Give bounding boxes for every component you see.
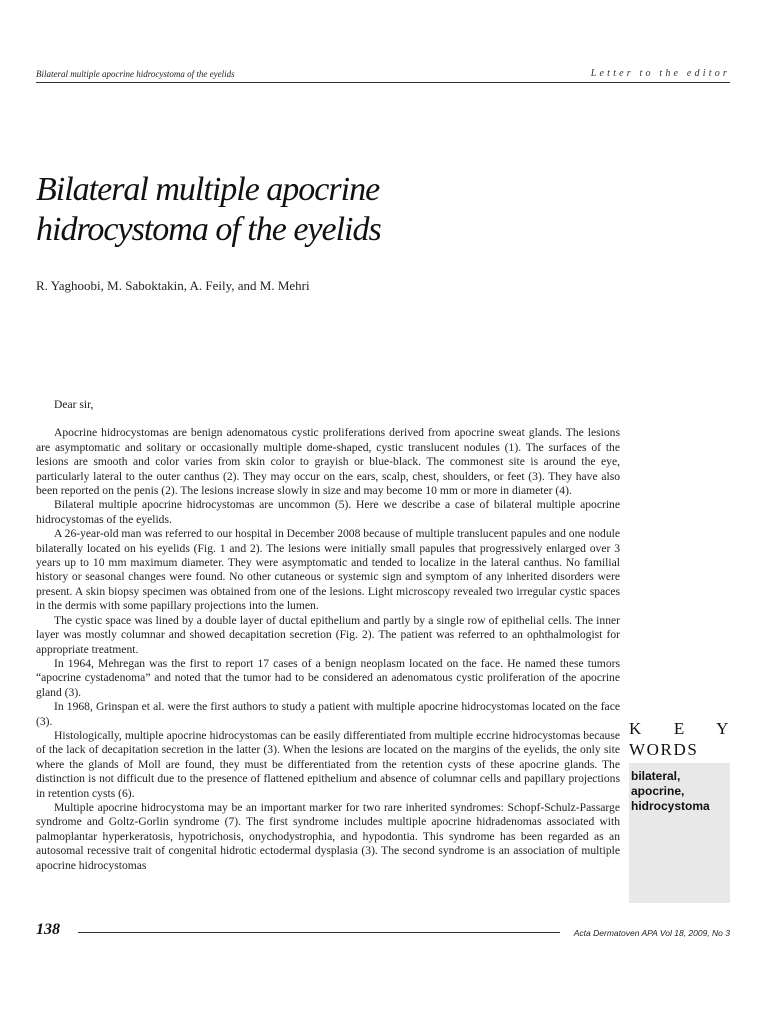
- title-line-1: Bilateral multiple apocrine: [36, 171, 380, 208]
- paragraph: In 1968, Grinspan et al. were the first authors to study a patient with multiple apocrine hidrocystomas located on the face (3).: [36, 700, 620, 728]
- keywords-title-line-2: WORDS: [629, 740, 699, 759]
- section-label: Letter to the editor: [590, 68, 730, 79]
- paragraph: In 1964, Mehregan was the first to report 17 cases of a benign neoplasm located on the face. He named these tumors “apocrine cystadenoma” and noted that the tumor had to be considered an adenomatous cystic proliferation of the apocrine gland (3).: [36, 656, 620, 699]
- keywords-title-line-1: K E Y: [629, 719, 730, 738]
- title-line-2: hidrocystoma of the eyelids: [36, 211, 381, 248]
- article-title: [36, 170, 596, 250]
- keyword-item: apocrine,: [631, 784, 685, 798]
- paragraph: The cystic space was lined by a double layer of ductal epithelium and partly by a single row of epithelial cells. The inner layer was mostly columnar and showed decapitation secretion (Fig. 2). The patient was referred to an ophthalmologist for appropriate treatment.: [36, 613, 620, 656]
- salutation: Dear sir,: [54, 398, 94, 411]
- paragraph: Multiple apocrine hidrocystoma may be an important marker for two rare inherited syndromes: Schopf-Schulz-Passarge syndrome and Goltz-Gorlin syndrome (7). The first syndrome includes multiple apocrine hidradenomas associated with palmoplantar hyperkeratosis, hypotrichosis, onychodystrophia, and hypodontia. This syndrome has been regarded as an autosomal recessive trait of congenital hidrotic ectodermal dysplasia (3). The second syndrome is an association of multiple apocrine hidrocystomas: [36, 800, 620, 872]
- authors: R. Yaghoobi, M. Saboktakin, A. Feily, and M. Mehri: [36, 278, 310, 293]
- header-rule: [36, 82, 730, 83]
- footer-rule: [78, 932, 560, 933]
- keyword-item: bilateral,: [631, 769, 681, 783]
- article-body: [36, 398, 620, 873]
- paragraph: A 26-year-old man was referred to our hospital in December 2008 because of multiple translucent papules and one nodule bilaterally located on his eyelids (Fig. 1 and 2). The lesions were initially small papules that progressively enlarged over 3 years up to 10 mm maximum diameter. They were asymptomatic and tended to localize in the lateral canthus. No familial history or seasonal changes were found. No other cutaneous or systemic sign and symptom of any inherited disorders were present. A skin biopsy specimen was obtained from one of the lesions. Light microscopy revealed two irregular cystic spaces in the dermis with some papillary projections into the lumen.: [36, 527, 620, 613]
- page-number: 138: [36, 921, 60, 938]
- journal-reference: Acta Dermatoven APA Vol 18, 2009, No 3: [573, 928, 730, 938]
- paragraph: Bilateral multiple apocrine hidrocystomas are uncommon (5). Here we describe a case of bilateral multiple apocrine hidrocystomas of the eyelids.: [36, 498, 620, 526]
- keywords-panel: [629, 718, 730, 903]
- running-title: Bilateral multiple apocrine hidrocystoma of the eyelids: [36, 69, 235, 79]
- keywords-box: [629, 763, 730, 903]
- keywords-title: [629, 718, 730, 760]
- paragraph: Apocrine hidrocystomas are benign adenomatous cystic proliferations derived from apocrine sweat glands. The lesions are asymptomatic and solitary or occasionally multiple dome-shaped, cystic translucent nodules (1). The surfaces of the lesions are smooth and color varies from skin color to grayish or blue-black. The commonest site is around the eye, particularly lateral to the outer canthus (2). They may occur on the ears, scalp, chest, shoulders, or feet (3). They have also been reported on the penis (2). The lesions increase slowly in size and may become 10 mm or more in diameter (4).: [36, 426, 620, 498]
- keyword-item: hidrocystoma: [631, 799, 710, 813]
- paragraph: Histologically, multiple apocrine hidrocystomas can be easily differentiated from multiple eccrine hidrocystomas because of the lack of decapitation secretion in the latter (3). When the lesions are located on the margins of the eyelids, the only site where the glands of Moll are found, they must be differentiated from the retention cysts of these apocrine glands. The distinction is not difficult due to the presence of flattened epithelium and absence of columnar cells and papillary projections in retention cysts (6).: [36, 728, 620, 800]
